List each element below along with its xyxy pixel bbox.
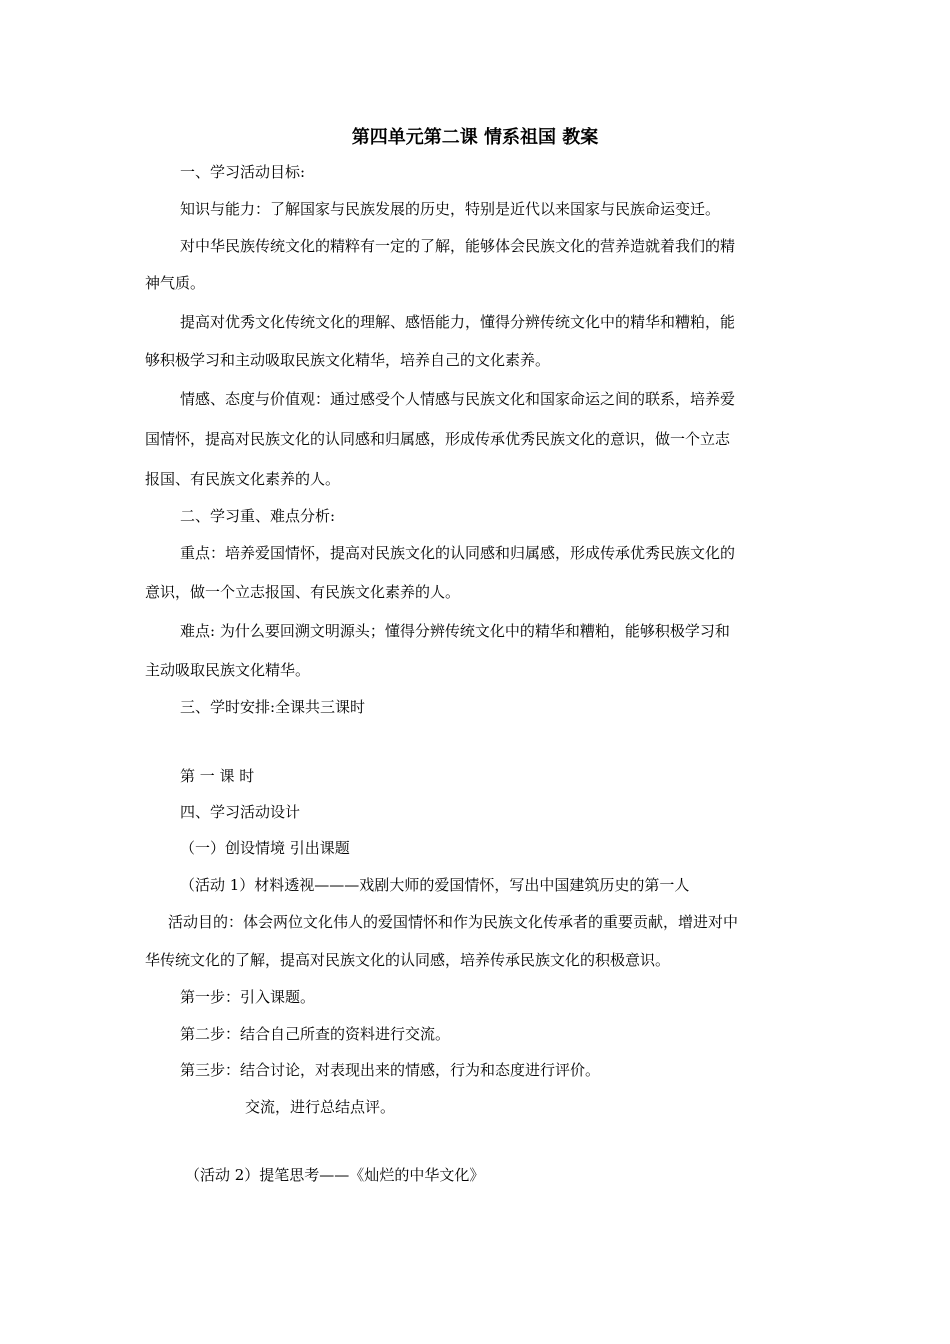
heading-activity-design: 四、学习活动设计 bbox=[180, 803, 301, 821]
paragraph-line: 主动吸取民族文化精华。 bbox=[145, 661, 311, 679]
subheading-scenario: （一）创设情境 引出课题 bbox=[180, 839, 350, 857]
lesson-heading: 第 一 课 时 bbox=[180, 767, 255, 785]
paragraph-line: 神气质。 bbox=[145, 274, 206, 292]
heading-key-points: 二、学习重、难点分析: bbox=[180, 507, 336, 525]
paragraph-line: 国情怀，提高对民族文化的认同感和归属感，形成传承优秀民族文化的意识，做一个立志 bbox=[145, 430, 731, 448]
heading-goals: 一、学习活动目标: bbox=[180, 163, 306, 181]
paragraph-line: 对中华民族传统文化的精粹有一定的了解，能够体会民族文化的营养造就着我们的精 bbox=[180, 237, 736, 255]
activity-2-line: （活动 2）提笔思考——《灿烂的中华文化》 bbox=[185, 1166, 485, 1184]
paragraph-line: 意识，做一个立志报国、有民族文化素养的人。 bbox=[145, 583, 461, 601]
paragraph-line: 重点：培养爱国情怀，提高对民族文化的认同感和归属感，形成传承优秀民族文化的 bbox=[180, 544, 736, 562]
paragraph-line: 知识与能力：了解国家与民族发展的历史，特别是近代以来国家与民族命运变迁。 bbox=[180, 200, 721, 218]
paragraph-line: 情感、态度与价值观：通过感受个人情感与民族文化和国家命运之间的联系，培养爱 bbox=[180, 390, 736, 408]
paragraph-line: 难点: 为什么要回溯文明源头；懂得分辨传统文化中的精华和糟粕，能够积极学习和 bbox=[180, 622, 730, 640]
document-title: 第四单元第二课 情系祖国 教案 bbox=[351, 127, 599, 148]
paragraph-line: 提高对优秀文化传统文化的理解、感悟能力，懂得分辨传统文化中的精华和糟粕，能 bbox=[180, 313, 736, 331]
step-3: 第三步：结合讨论，对表现出来的情感，行为和态度进行评价。 bbox=[180, 1061, 601, 1079]
paragraph-line: 交流，进行总结点评。 bbox=[245, 1098, 396, 1116]
paragraph-line: 够积极学习和主动吸取民族文化精华，培养自己的文化素养。 bbox=[145, 351, 551, 369]
paragraph-line: 活动目的：体会两位文化伟人的爱国情怀和作为民族文化传承者的重要贡献，增进对中 bbox=[168, 913, 739, 931]
activity-1-line: （活动 1）材料透视———戏剧大师的爱国情怀，写出中国建筑历史的第一人 bbox=[180, 876, 690, 894]
heading-schedule: 三、学时安排:全课共三课时 bbox=[180, 698, 366, 716]
step-2: 第二步：结合自己所查的资料进行交流。 bbox=[180, 1025, 451, 1043]
step-1: 第一步：引入课题。 bbox=[180, 988, 316, 1006]
paragraph-line: 华传统文化的了解，提高对民族文化的认同感，培养传承民族文化的积极意识。 bbox=[145, 951, 671, 969]
paragraph-line: 报国、有民族文化素养的人。 bbox=[145, 470, 341, 488]
